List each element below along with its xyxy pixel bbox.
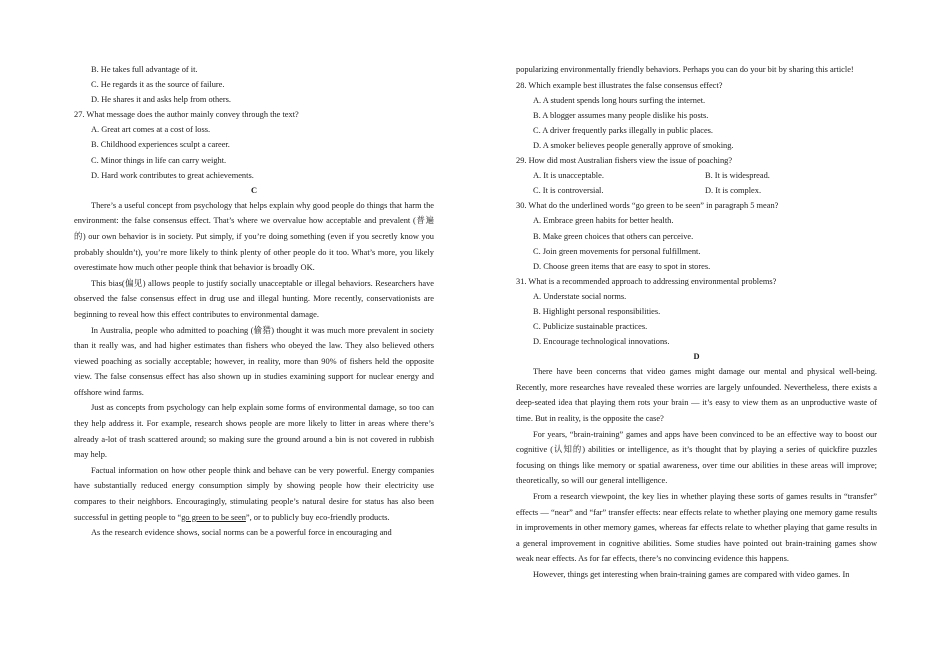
- q29-question: 29. How did most Australian fishers view the issue of poaching?: [516, 156, 733, 166]
- q29-option-d: D. It is complex.: [705, 186, 762, 196]
- q29-options-row-1: [516, 168, 877, 183]
- q26-option-b: B. He takes full advantage of it.: [91, 65, 198, 74]
- q29-options-row-2: [516, 183, 877, 198]
- right-column: [516, 62, 877, 583]
- section-d-paragraph-2: For years, “brain-training” games and apps have been convinced to be an effective way to boost our cognitive (认知的) abilities or intelligence, as it’s thought that by playing a series of quickfire puzzles focusing on things like memory or spatial awareness, over time our abilities in these areas will improve; theoretically, so will our general intelligence.: [516, 429, 877, 486]
- section-d-paragraph-1: There have been concerns that video games might damage our mental and physical well-being. Recently, more researches have revealed these worries are largely unfounded. Nevertheless, there exists a deep-seated idea that playing them rots your brain — it’s easy to view them as an unproductive waste of time. But in reality, is the opposite the case?: [516, 367, 877, 424]
- q28-option-d: D. A smoker believes people generally approve of smoking.: [533, 140, 734, 150]
- section-c-paragraph-6: As the research evidence shows, social norms can be a powerful force in encouraging and: [91, 528, 392, 538]
- q31-option-b: B. Highlight personal responsibilities.: [533, 307, 661, 316]
- section-d-paragraph-4: However, things get interesting when brain-training games are compared with video games. In: [533, 570, 850, 579]
- q31-option-a: A. Understate social norms.: [533, 291, 627, 301]
- section-d-heading: D: [693, 352, 700, 362]
- q30-option-c: C. Join green movements for personal fulfillment.: [533, 246, 701, 256]
- section-c-paragraph-4: Just as concepts from psychology can help explain some forms of environmental damage, so too can they help address it. For example, research shows people are more likely to litter in areas where there’s already a-lot of trash scattered around; so making sure the ground around a bin is not covered in rubbish may help.: [74, 403, 434, 460]
- section-c-heading: C: [250, 185, 258, 195]
- q30-option-b: B. Make green choices that others can perceive.: [533, 231, 694, 241]
- q29-option-a: A. It is unacceptable.: [533, 171, 604, 181]
- p5-text-after: ”, or to publicly buy eco-friendly products.: [245, 512, 390, 522]
- q30-option-a: A. Embrace green habits for better health.: [533, 216, 674, 226]
- q28-option-a: A. A student spends long hours surfing the internet.: [533, 95, 706, 105]
- q27-option-c: C. Minor things in life can carry weight.: [91, 155, 227, 165]
- q30-option-d: D. Choose green items that are easy to spot in stores.: [533, 261, 711, 271]
- q31-question: 31. What is a recommended approach to addressing environmental problems?: [516, 276, 777, 286]
- q28-option-b: B. A blogger assumes many people dislike his posts.: [533, 110, 709, 120]
- q29-option-b: B. It is widespread.: [705, 171, 770, 181]
- q31-option-c: C. Publicize sustainable practices.: [533, 322, 648, 332]
- section-c-paragraph-2: This bias(偏见) allows people to justify socially unacceptable or illegal behaviors. Researchers have observed the false consensus effect in drug use and illegal hunting. More recently, conservationists are beginning to reveal how this effect contributes to environmental damage.: [74, 278, 434, 319]
- underlined-phrase: go green to be seen: [181, 512, 246, 522]
- section-c-paragraph-5: [74, 463, 434, 525]
- section-d-paragraph-3: From a research viewpoint, the key lies in whether playing these sorts of games results in “transfer” effects — “near” and “far” transfer effects: near effects relate to whether playing one memory game results in improvements in other memory games, whereas far effects relate to whether playing that game results in a general improvement in cognitive abilities. Some studies have pointed out brain-training games show weak near effects. As for far effects, there’s no convincing evidence this happens.: [516, 492, 877, 564]
- q27-option-d: D. Hard work contributes to great achievements.: [91, 170, 254, 180]
- q30-question: 30. What do the underlined words “go green to be seen” in paragraph 5 mean?: [516, 201, 779, 211]
- section-c-paragraph-6-continued: popularizing environmentally friendly behaviors. Perhaps you can do your bit by sharing this article!: [516, 65, 854, 74]
- q31-option-d: D. Encourage technological innovations.: [533, 337, 670, 347]
- left-column: [74, 62, 434, 541]
- p5-text-before: Factual information on how other people think and behave can be very powerful. Energy companies have substantially reduced energy consumption simply by showing people how their electricity use compares to their neighbors. Encouragingly, stimulating people’s natural desire for status has also been successful in getting people to “: [74, 465, 434, 522]
- q28-option-c: C. A driver frequently parks illegally in public places.: [533, 125, 714, 135]
- q27-option-b: B. Childhood experiences sculpt a career.: [91, 140, 230, 150]
- q28-question: 28. Which example best illustrates the false consensus effect?: [516, 80, 723, 90]
- section-c-paragraph-1: There’s a useful concept from psychology that helps explain why good people do things that harm the environment: the false consensus effect. That’s where we overvalue how acceptable and prevalent (普遍的) our own behavior is in society. Put simply, if you’re doing something (even if you secretly know you probably shouldn’t), you’re more likely to think plenty of other people do it too. What’s more, you likely overestimate how much other people think that behavior is broadly OK.: [74, 200, 434, 273]
- q29-option-c: C. It is controversial.: [533, 186, 604, 196]
- q27-question: 27. What message does the author mainly convey through the text?: [74, 110, 299, 120]
- section-c-paragraph-3: In Australia, people who admitted to poaching (偷猎) thought it was much more prevalent in society than it really was, and had higher estimates than fishers who obeyed the law. They also believed others viewed poaching as socially acceptable; however, in reality, more than 90% of fishers held the opposite view. The false consensus effect has also shown up in studies examining support for nuclear energy and offshore wind farms.: [74, 325, 434, 397]
- q26-option-d: D. He shares it and asks help from others.: [91, 95, 232, 105]
- q26-option-c: C. He regards it as the source of failure.: [91, 80, 225, 90]
- q27-option-a: A. Great art comes at a cost of loss.: [91, 125, 211, 135]
